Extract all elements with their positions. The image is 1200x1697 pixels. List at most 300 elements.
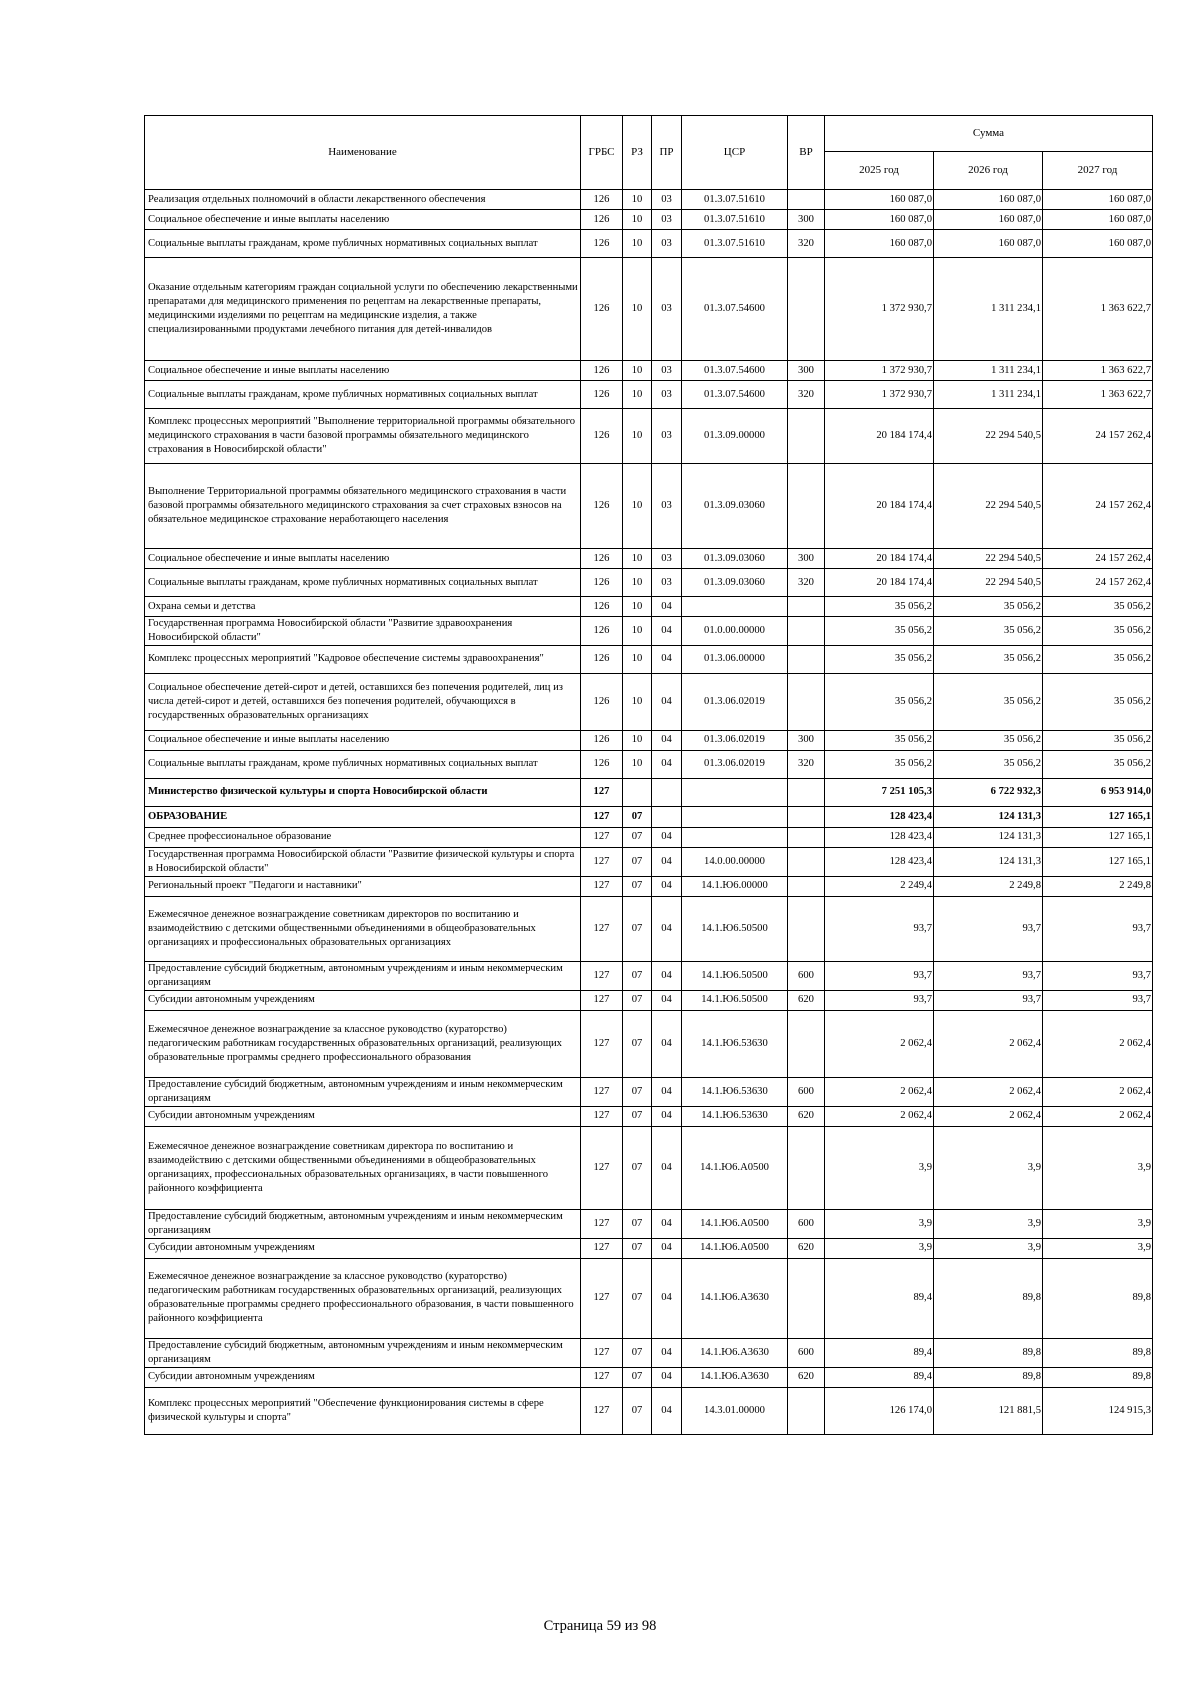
- cell-amount-2027: 1 363 622,7: [1043, 361, 1153, 381]
- cell-pr: 04: [652, 1010, 682, 1077]
- cell-pr: 04: [652, 847, 682, 876]
- cell-rz: 10: [623, 673, 652, 730]
- cell-amount-2026: 35 056,2: [934, 617, 1043, 646]
- cell-rz: 10: [623, 730, 652, 750]
- cell-rz: [623, 778, 652, 806]
- cell-pr: 04: [652, 1338, 682, 1367]
- cell-amount-2027: 35 056,2: [1043, 730, 1153, 750]
- cell-amount-2026: 124 131,3: [934, 847, 1043, 876]
- cell-csr: 01.3.07.51610: [682, 210, 788, 230]
- cell-vr: 300: [788, 210, 825, 230]
- cell-amount-2025: 89,4: [825, 1367, 934, 1387]
- cell-pr: 04: [652, 876, 682, 896]
- cell-vr: [788, 778, 825, 806]
- cell-amount-2027: 35 056,2: [1043, 645, 1153, 673]
- cell-pr: 04: [652, 990, 682, 1010]
- cell-grbs: 126: [581, 361, 623, 381]
- cell-name: Социальное обеспечение детей-сирот и детей, оставшихся без попечения родителей, лиц из числа детей-сирот и детей, оставшихся без попечения родителей, обучающихся в государственных образовательных организациях: [145, 673, 581, 730]
- cell-amount-2027: 127 165,1: [1043, 847, 1153, 876]
- cell-amount-2027: 2 062,4: [1043, 1106, 1153, 1126]
- cell-rz: 07: [623, 1367, 652, 1387]
- cell-vr: [788, 1258, 825, 1338]
- cell-grbs: 126: [581, 750, 623, 778]
- cell-amount-2026: 124 131,3: [934, 827, 1043, 847]
- cell-vr: [788, 806, 825, 827]
- cell-rz: 07: [623, 1077, 652, 1106]
- cell-amount-2027: 24 157 262,4: [1043, 569, 1153, 597]
- cell-vr: [788, 673, 825, 730]
- cell-amount-2027: 24 157 262,4: [1043, 409, 1153, 464]
- header-year-2026: 2026 год: [934, 152, 1043, 190]
- cell-amount-2027: 2 062,4: [1043, 1010, 1153, 1077]
- cell-amount-2027: 160 087,0: [1043, 210, 1153, 230]
- cell-pr: 04: [652, 1387, 682, 1434]
- cell-vr: 620: [788, 1106, 825, 1126]
- cell-pr: 04: [652, 1106, 682, 1126]
- cell-pr: 04: [652, 1077, 682, 1106]
- cell-grbs: 126: [581, 230, 623, 258]
- cell-rz: 10: [623, 569, 652, 597]
- cell-vr: 620: [788, 1238, 825, 1258]
- table-row: [145, 1387, 1153, 1434]
- cell-pr: 04: [652, 597, 682, 617]
- cell-pr: 04: [652, 1258, 682, 1338]
- cell-rz: 07: [623, 990, 652, 1010]
- cell-rz: 07: [623, 1010, 652, 1077]
- cell-name: Предоставление субсидий бюджетным, автономным учреждениям и иным некоммерческим организациям: [145, 1338, 581, 1367]
- cell-name: Социальные выплаты гражданам, кроме публичных нормативных социальных выплат: [145, 381, 581, 409]
- cell-grbs: 126: [581, 381, 623, 409]
- cell-vr: 320: [788, 381, 825, 409]
- cell-grbs: 127: [581, 1010, 623, 1077]
- cell-amount-2027: 160 087,0: [1043, 230, 1153, 258]
- cell-amount-2026: 1 311 234,1: [934, 361, 1043, 381]
- cell-amount-2026: 160 087,0: [934, 230, 1043, 258]
- header-sum: Сумма: [825, 116, 1153, 152]
- cell-name: Социальные выплаты гражданам, кроме публичных нормативных социальных выплат: [145, 230, 581, 258]
- cell-name: Ежемесячное денежное вознаграждение за классное руководство (кураторство) педагогическим работникам государственных образовательных организаций, реализующих образовательные программы среднего профессионального образования: [145, 1010, 581, 1077]
- cell-csr: 14.1.Ю6.А3630: [682, 1367, 788, 1387]
- cell-name: Предоставление субсидий бюджетным, автономным учреждениям и иным некоммерческим организациям: [145, 1077, 581, 1106]
- cell-amount-2025: 1 372 930,7: [825, 258, 934, 361]
- cell-amount-2026: 1 311 234,1: [934, 381, 1043, 409]
- header-rz: РЗ: [623, 116, 652, 190]
- cell-grbs: 127: [581, 1126, 623, 1209]
- cell-grbs: 127: [581, 1387, 623, 1434]
- cell-grbs: 126: [581, 464, 623, 549]
- cell-grbs: 127: [581, 806, 623, 827]
- cell-rz: 07: [623, 1258, 652, 1338]
- cell-rz: 07: [623, 1238, 652, 1258]
- table-row: [145, 258, 1153, 361]
- cell-vr: [788, 1010, 825, 1077]
- cell-csr: 01.3.06.02019: [682, 730, 788, 750]
- cell-amount-2027: 124 915,3: [1043, 1387, 1153, 1434]
- cell-name: Предоставление субсидий бюджетным, автономным учреждениям и иным некоммерческим организациям: [145, 1209, 581, 1238]
- cell-amount-2027: 35 056,2: [1043, 597, 1153, 617]
- cell-grbs: 126: [581, 730, 623, 750]
- cell-name: ОБРАЗОВАНИЕ: [145, 806, 581, 827]
- table-row: [145, 876, 1153, 896]
- cell-vr: [788, 617, 825, 646]
- cell-name: Реализация отдельных полномочий в области лекарственного обеспечения: [145, 190, 581, 210]
- cell-amount-2027: 160 087,0: [1043, 190, 1153, 210]
- cell-rz: 10: [623, 361, 652, 381]
- cell-csr: 01.3.09.03060: [682, 464, 788, 549]
- cell-amount-2025: 1 372 930,7: [825, 381, 934, 409]
- table-row: [145, 730, 1153, 750]
- cell-name: Субсидии автономным учреждениям: [145, 1238, 581, 1258]
- cell-rz: 10: [623, 750, 652, 778]
- cell-pr: 04: [652, 961, 682, 990]
- cell-csr: 01.3.07.54600: [682, 258, 788, 361]
- cell-vr: [788, 258, 825, 361]
- cell-name: Ежемесячное денежное вознаграждение советникам директоров по воспитанию и взаимодействию с детскими общественными объединениями в общеобразовательных организациях и профессиональных образовательных организациях: [145, 896, 581, 961]
- cell-amount-2027: 1 363 622,7: [1043, 258, 1153, 361]
- cell-amount-2027: 3,9: [1043, 1209, 1153, 1238]
- cell-grbs: 126: [581, 210, 623, 230]
- cell-pr: 03: [652, 361, 682, 381]
- table-row: [145, 896, 1153, 961]
- cell-name: Среднее профессиональное образование: [145, 827, 581, 847]
- table-row: [145, 1238, 1153, 1258]
- cell-pr: 03: [652, 258, 682, 361]
- table-row: [145, 1077, 1153, 1106]
- cell-csr: 14.1.Ю6.53630: [682, 1106, 788, 1126]
- cell-grbs: 126: [581, 549, 623, 569]
- cell-amount-2026: 93,7: [934, 961, 1043, 990]
- cell-name: Субсидии автономным учреждениям: [145, 1106, 581, 1126]
- cell-grbs: 127: [581, 827, 623, 847]
- budget-table: [144, 115, 1153, 1435]
- cell-rz: 10: [623, 597, 652, 617]
- cell-amount-2026: 22 294 540,5: [934, 464, 1043, 549]
- cell-name: Социальное обеспечение и иные выплаты населению: [145, 361, 581, 381]
- cell-csr: [682, 597, 788, 617]
- cell-grbs: 127: [581, 1106, 623, 1126]
- cell-grbs: 126: [581, 409, 623, 464]
- cell-amount-2025: 2 249,4: [825, 876, 934, 896]
- cell-csr: 01.0.00.00000: [682, 617, 788, 646]
- cell-amount-2026: 35 056,2: [934, 645, 1043, 673]
- cell-amount-2026: 35 056,2: [934, 673, 1043, 730]
- cell-grbs: 127: [581, 1367, 623, 1387]
- cell-amount-2025: 2 062,4: [825, 1106, 934, 1126]
- cell-amount-2025: 93,7: [825, 990, 934, 1010]
- cell-vr: 620: [788, 990, 825, 1010]
- cell-amount-2027: 127 165,1: [1043, 806, 1153, 827]
- cell-pr: 03: [652, 190, 682, 210]
- cell-amount-2025: 93,7: [825, 896, 934, 961]
- cell-grbs: 126: [581, 673, 623, 730]
- cell-amount-2025: 35 056,2: [825, 673, 934, 730]
- cell-csr: 01.3.07.54600: [682, 381, 788, 409]
- cell-csr: 14.1.Ю6.50500: [682, 961, 788, 990]
- cell-name: Комплекс процессных мероприятий "Кадровое обеспечение системы здравоохранения": [145, 645, 581, 673]
- cell-amount-2025: 35 056,2: [825, 597, 934, 617]
- cell-name: Государственная программа Новосибирской области "Развитие физической культуры и спорта в Новосибирской области": [145, 847, 581, 876]
- header-year-2027: 2027 год: [1043, 152, 1153, 190]
- cell-pr: 04: [652, 750, 682, 778]
- cell-pr: 04: [652, 730, 682, 750]
- cell-amount-2025: 7 251 105,3: [825, 778, 934, 806]
- cell-rz: 07: [623, 806, 652, 827]
- cell-amount-2025: 35 056,2: [825, 750, 934, 778]
- cell-amount-2025: 89,4: [825, 1338, 934, 1367]
- cell-csr: 01.3.09.03060: [682, 569, 788, 597]
- cell-csr: 01.3.09.03060: [682, 549, 788, 569]
- cell-amount-2026: 3,9: [934, 1126, 1043, 1209]
- cell-vr: [788, 645, 825, 673]
- table-row: [145, 1106, 1153, 1126]
- cell-pr: 04: [652, 673, 682, 730]
- cell-vr: [788, 409, 825, 464]
- cell-rz: 07: [623, 1387, 652, 1434]
- cell-amount-2025: 20 184 174,4: [825, 409, 934, 464]
- cell-amount-2025: 35 056,2: [825, 730, 934, 750]
- cell-name: Охрана семьи и детства: [145, 597, 581, 617]
- table-row: [145, 1258, 1153, 1338]
- cell-vr: [788, 464, 825, 549]
- cell-name: Комплекс процессных мероприятий "Выполнение территориальной программы обязательного медицинского страхования в части базовой программы обязательного медицинского страхования в Новосибирской области": [145, 409, 581, 464]
- cell-amount-2027: 24 157 262,4: [1043, 464, 1153, 549]
- table-row: [145, 361, 1153, 381]
- cell-csr: 14.1.Ю6.50500: [682, 896, 788, 961]
- cell-amount-2027: 89,8: [1043, 1338, 1153, 1367]
- cell-name: Социальное обеспечение и иные выплаты населению: [145, 730, 581, 750]
- cell-csr: 14.1.Ю6.00000: [682, 876, 788, 896]
- cell-name: Социальное обеспечение и иные выплаты населению: [145, 549, 581, 569]
- cell-amount-2025: 2 062,4: [825, 1010, 934, 1077]
- cell-grbs: 126: [581, 569, 623, 597]
- cell-grbs: 127: [581, 961, 623, 990]
- cell-grbs: 127: [581, 1238, 623, 1258]
- header-csr: ЦСР: [682, 116, 788, 190]
- cell-csr: 01.3.06.02019: [682, 673, 788, 730]
- cell-pr: 03: [652, 549, 682, 569]
- cell-name: Министерство физической культуры и спорта Новосибирской области: [145, 778, 581, 806]
- cell-name: Государственная программа Новосибирской области "Развитие здравоохранения Новосибирской области": [145, 617, 581, 646]
- cell-rz: 07: [623, 847, 652, 876]
- cell-pr: 03: [652, 569, 682, 597]
- cell-amount-2025: 35 056,2: [825, 617, 934, 646]
- cell-grbs: 127: [581, 1258, 623, 1338]
- table-row: [145, 210, 1153, 230]
- cell-amount-2027: 93,7: [1043, 896, 1153, 961]
- cell-amount-2027: 24 157 262,4: [1043, 549, 1153, 569]
- cell-amount-2025: 93,7: [825, 961, 934, 990]
- cell-amount-2026: 35 056,2: [934, 750, 1043, 778]
- cell-csr: 14.0.00.00000: [682, 847, 788, 876]
- cell-csr: 14.1.Ю6.50500: [682, 990, 788, 1010]
- cell-grbs: 127: [581, 847, 623, 876]
- table-row: [145, 827, 1153, 847]
- cell-amount-2026: 2 062,4: [934, 1106, 1043, 1126]
- cell-vr: 320: [788, 569, 825, 597]
- cell-vr: 300: [788, 549, 825, 569]
- cell-csr: 14.1.Ю6.А0500: [682, 1126, 788, 1209]
- cell-pr: 04: [652, 645, 682, 673]
- table-row: [145, 847, 1153, 876]
- cell-amount-2027: 89,8: [1043, 1258, 1153, 1338]
- cell-amount-2026: 3,9: [934, 1238, 1043, 1258]
- cell-rz: 10: [623, 464, 652, 549]
- cell-grbs: 126: [581, 190, 623, 210]
- cell-csr: 01.3.07.54600: [682, 361, 788, 381]
- cell-pr: 04: [652, 827, 682, 847]
- table-body: [145, 190, 1153, 1435]
- cell-csr: 14.1.Ю6.А3630: [682, 1338, 788, 1367]
- cell-amount-2026: 89,8: [934, 1367, 1043, 1387]
- cell-vr: 600: [788, 1077, 825, 1106]
- cell-pr: 03: [652, 464, 682, 549]
- cell-amount-2026: 2 249,8: [934, 876, 1043, 896]
- cell-vr: 300: [788, 730, 825, 750]
- cell-name: Выполнение Территориальной программы обязательного медицинского страхования в части базовой программы обязательного медицинского страхования за счет страховых взносов на обязательное медицинское страхование неработающего населения: [145, 464, 581, 549]
- cell-name: Ежемесячное денежное вознаграждение советникам директора по воспитанию и взаимодействию с детскими общественными объединениями в общеобразовательных организациях, профессиональных образовательных организациях, в части повышенного районного коэффициента: [145, 1126, 581, 1209]
- cell-grbs: 127: [581, 1077, 623, 1106]
- cell-name: Региональный проект "Педагоги и наставники": [145, 876, 581, 896]
- cell-vr: [788, 597, 825, 617]
- cell-rz: 10: [623, 190, 652, 210]
- cell-amount-2026: 3,9: [934, 1209, 1043, 1238]
- cell-amount-2026: 22 294 540,5: [934, 549, 1043, 569]
- cell-grbs: 126: [581, 597, 623, 617]
- cell-amount-2025: 160 087,0: [825, 210, 934, 230]
- cell-name: Социальные выплаты гражданам, кроме публичных нормативных социальных выплат: [145, 750, 581, 778]
- table-row: [145, 569, 1153, 597]
- cell-amount-2025: 160 087,0: [825, 190, 934, 210]
- cell-pr: 03: [652, 409, 682, 464]
- cell-name: Предоставление субсидий бюджетным, автономным учреждениям и иным некоммерческим организациям: [145, 961, 581, 990]
- cell-vr: [788, 896, 825, 961]
- table-row: [145, 778, 1153, 806]
- table-row: [145, 750, 1153, 778]
- cell-rz: 07: [623, 896, 652, 961]
- cell-pr: 04: [652, 1209, 682, 1238]
- cell-csr: 01.3.07.51610: [682, 230, 788, 258]
- cell-vr: [788, 1387, 825, 1434]
- cell-amount-2025: 89,4: [825, 1258, 934, 1338]
- cell-amount-2025: 128 423,4: [825, 827, 934, 847]
- cell-vr: 300: [788, 361, 825, 381]
- cell-pr: [652, 806, 682, 827]
- cell-rz: 07: [623, 1106, 652, 1126]
- cell-csr: 14.1.Ю6.А3630: [682, 1258, 788, 1338]
- cell-grbs: 127: [581, 1338, 623, 1367]
- cell-pr: 04: [652, 1238, 682, 1258]
- cell-amount-2026: 93,7: [934, 896, 1043, 961]
- cell-amount-2026: 121 881,5: [934, 1387, 1043, 1434]
- cell-vr: 600: [788, 1338, 825, 1367]
- cell-amount-2025: 3,9: [825, 1209, 934, 1238]
- cell-rz: 07: [623, 827, 652, 847]
- cell-amount-2025: 126 174,0: [825, 1387, 934, 1434]
- cell-amount-2025: 128 423,4: [825, 806, 934, 827]
- cell-amount-2025: 2 062,4: [825, 1077, 934, 1106]
- cell-name: Социальные выплаты гражданам, кроме публичных нормативных социальных выплат: [145, 569, 581, 597]
- cell-amount-2025: 1 372 930,7: [825, 361, 934, 381]
- table-row: [145, 597, 1153, 617]
- cell-vr: 320: [788, 230, 825, 258]
- page-number: Страница 59 из 98: [543, 1618, 657, 1634]
- cell-amount-2025: 20 184 174,4: [825, 464, 934, 549]
- table-row: [145, 645, 1153, 673]
- cell-amount-2027: 3,9: [1043, 1126, 1153, 1209]
- cell-amount-2027: 6 953 914,0: [1043, 778, 1153, 806]
- cell-amount-2027: 1 363 622,7: [1043, 381, 1153, 409]
- cell-name: Субсидии автономным учреждениям: [145, 1367, 581, 1387]
- header-grbs: ГРБС: [581, 116, 623, 190]
- cell-rz: 10: [623, 210, 652, 230]
- cell-csr: 01.3.06.00000: [682, 645, 788, 673]
- cell-amount-2026: 6 722 932,3: [934, 778, 1043, 806]
- cell-rz: 10: [623, 617, 652, 646]
- table-row: [145, 464, 1153, 549]
- cell-vr: 620: [788, 1367, 825, 1387]
- header-year-2025: 2025 год: [825, 152, 934, 190]
- cell-amount-2027: 3,9: [1043, 1238, 1153, 1258]
- cell-amount-2027: 2 249,8: [1043, 876, 1153, 896]
- cell-vr: 600: [788, 1209, 825, 1238]
- cell-rz: 07: [623, 1338, 652, 1367]
- cell-rz: 10: [623, 549, 652, 569]
- table-row: [145, 673, 1153, 730]
- cell-rz: 07: [623, 1209, 652, 1238]
- table-row: [145, 990, 1153, 1010]
- cell-csr: 01.3.09.00000: [682, 409, 788, 464]
- cell-amount-2026: 1 311 234,1: [934, 258, 1043, 361]
- cell-amount-2025: 160 087,0: [825, 230, 934, 258]
- cell-grbs: 126: [581, 617, 623, 646]
- cell-amount-2025: 20 184 174,4: [825, 549, 934, 569]
- cell-rz: 07: [623, 1126, 652, 1209]
- cell-pr: 04: [652, 896, 682, 961]
- table-row: [145, 1338, 1153, 1367]
- cell-grbs: 127: [581, 1209, 623, 1238]
- cell-amount-2027: 2 062,4: [1043, 1077, 1153, 1106]
- header-pr: ПР: [652, 116, 682, 190]
- header-name: Наименование: [145, 116, 581, 190]
- cell-rz: 07: [623, 961, 652, 990]
- cell-amount-2026: 124 131,3: [934, 806, 1043, 827]
- cell-amount-2025: 3,9: [825, 1238, 934, 1258]
- cell-amount-2026: 35 056,2: [934, 597, 1043, 617]
- cell-rz: 10: [623, 258, 652, 361]
- table-row: [145, 381, 1153, 409]
- cell-amount-2025: 35 056,2: [825, 645, 934, 673]
- cell-csr: [682, 827, 788, 847]
- cell-csr: [682, 778, 788, 806]
- cell-pr: 04: [652, 1367, 682, 1387]
- cell-grbs: 127: [581, 876, 623, 896]
- cell-amount-2026: 2 062,4: [934, 1010, 1043, 1077]
- cell-amount-2027: 89,8: [1043, 1367, 1153, 1387]
- cell-amount-2025: 3,9: [825, 1126, 934, 1209]
- cell-vr: [788, 847, 825, 876]
- cell-amount-2026: 89,8: [934, 1338, 1043, 1367]
- table-row: [145, 961, 1153, 990]
- table-row: [145, 806, 1153, 827]
- cell-name: Социальное обеспечение и иные выплаты населению: [145, 210, 581, 230]
- table-row: [145, 617, 1153, 646]
- cell-name: Ежемесячное денежное вознаграждение за классное руководство (кураторство) педагогическим работникам государственных образовательных организаций, реализующих образовательные программы среднего профессионального образования, в части повышенного районного коэффициента: [145, 1258, 581, 1338]
- table-row: [145, 1367, 1153, 1387]
- cell-amount-2026: 22 294 540,5: [934, 569, 1043, 597]
- cell-rz: 10: [623, 230, 652, 258]
- cell-amount-2026: 160 087,0: [934, 210, 1043, 230]
- cell-rz: 10: [623, 409, 652, 464]
